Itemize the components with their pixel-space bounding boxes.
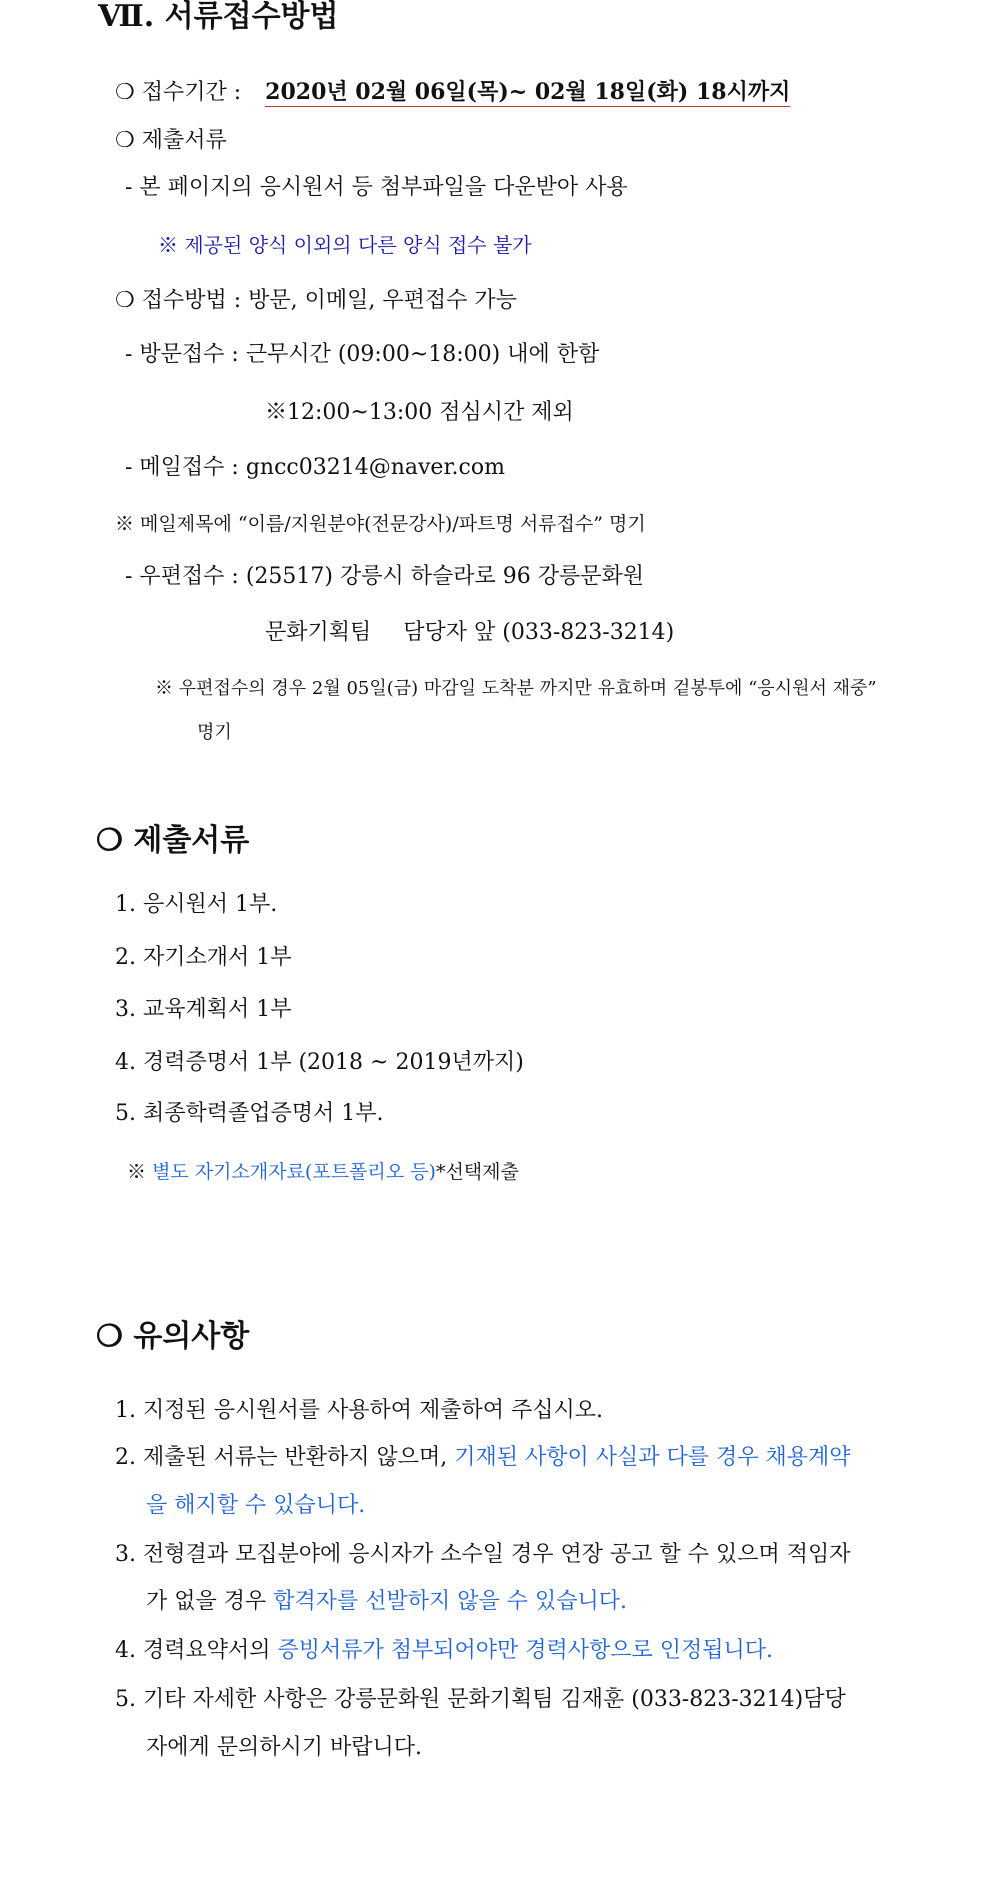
post-note-cont: 명기 [197, 722, 232, 743]
submit-item-3: 3. 교육계획서 1부 [115, 997, 292, 1022]
mail-note: ※ 메일제목에 “이름/지원분야(전문강사)/파트명 서류접수” 명기 [115, 513, 646, 535]
submit-note-suffix: *선택제출 [435, 1161, 519, 1183]
post-line: - 우편접수 : (25517) 강릉시 하슬라로 96 강릉문화원 [125, 564, 644, 589]
submit-note [127, 1157, 519, 1187]
caution-title: ❍ 유의사항 [96, 1319, 250, 1354]
submit-item-5: 5. 최종학력졸업증명서 1부. [115, 1101, 384, 1126]
caution-item-3-cont [146, 1587, 627, 1617]
caution-item-2-highlight: 기재된 사항이 사실과 다를 경우 채용계약 [447, 1445, 851, 1470]
section-title: Ⅶ. 서류접수방법 [98, 0, 339, 34]
caution-item-4-text: 4. 경력요약서의 [115, 1638, 271, 1663]
submit-item-1: 1. 응시원서 1부. [115, 892, 278, 917]
caution-item-2-cont: 을 해지할 수 있습니다. [146, 1493, 366, 1518]
caution-item-3-text: 가 없을 경우 [146, 1589, 267, 1614]
caution-item-4 [115, 1636, 773, 1666]
docs-label: ❍ 제출서류 [115, 128, 227, 153]
visit-note: ※12:00~13:00 점심시간 제외 [265, 400, 574, 425]
submit-title: ❍ 제출서류 [96, 823, 250, 858]
caution-item-5: 5. 기타 자세한 사항은 강릉문화원 문화기획팀 김재훈 (033-823-3214)담당 [115, 1687, 846, 1712]
submit-item-4: 4. 경력증명서 1부 (2018 ~ 2019년까지) [115, 1050, 524, 1075]
post-line2 [265, 618, 674, 648]
submit-item-2: 2. 자기소개서 1부 [115, 945, 292, 970]
period-value: 2020년 02월 06일(목)~ 02월 18일(화) 18시까지 [265, 79, 791, 105]
submit-note-blue: 별도 자기소개자료(포트폴리오 등) [152, 1161, 436, 1183]
docs-line: - 본 페이지의 응시원서 등 첨부파일을 다운받아 사용 [125, 175, 628, 200]
caution-item-5-cont: 자에게 문의하시기 바랍니다. [146, 1735, 423, 1760]
post-note: ※ 우편접수의 경우 2월 05일(금) 마감일 도착분 까지만 유효하며 겉봉투에 “응시원서 재중” [155, 678, 877, 699]
visit-line: - 방문접수 : 근무시간 (09:00~18:00) 내에 한함 [125, 342, 600, 367]
caution-item-1: 1. 지정된 응시원서를 사용하여 제출하여 주십시오. [115, 1398, 603, 1423]
mail-line: - 메일접수 : gncc03214@naver.com [125, 455, 505, 480]
caution-item-4-highlight: 증빙서류가 첨부되어야만 경력사항으로 인정됩니다. [270, 1638, 774, 1663]
method-label: ❍ 접수방법 : 방문, 이메일, 우편접수 가능 [115, 288, 517, 313]
caution-item-2 [115, 1443, 850, 1473]
submit-note-mark: ※ [127, 1161, 147, 1183]
post-team: 문화기획팀 [265, 620, 372, 645]
post-contact: 담당자 앞 (033-823-3214) [403, 620, 675, 645]
period-row [115, 77, 790, 108]
caution-item-2-text: 2. 제출된 서류는 반환하지 않으며, [115, 1445, 448, 1470]
caution-item-3-highlight: 합격자를 선발하지 않을 수 있습니다. [266, 1589, 627, 1614]
period-label: ❍ 접수기간 : [115, 80, 242, 105]
caution-item-3: 3. 전형결과 모집분야에 응시자가 소수일 경우 연장 공고 할 수 있으며 적임자 [115, 1542, 851, 1567]
docs-note: ※ 제공된 양식 이외의 다른 양식 접수 불가 [158, 233, 532, 257]
